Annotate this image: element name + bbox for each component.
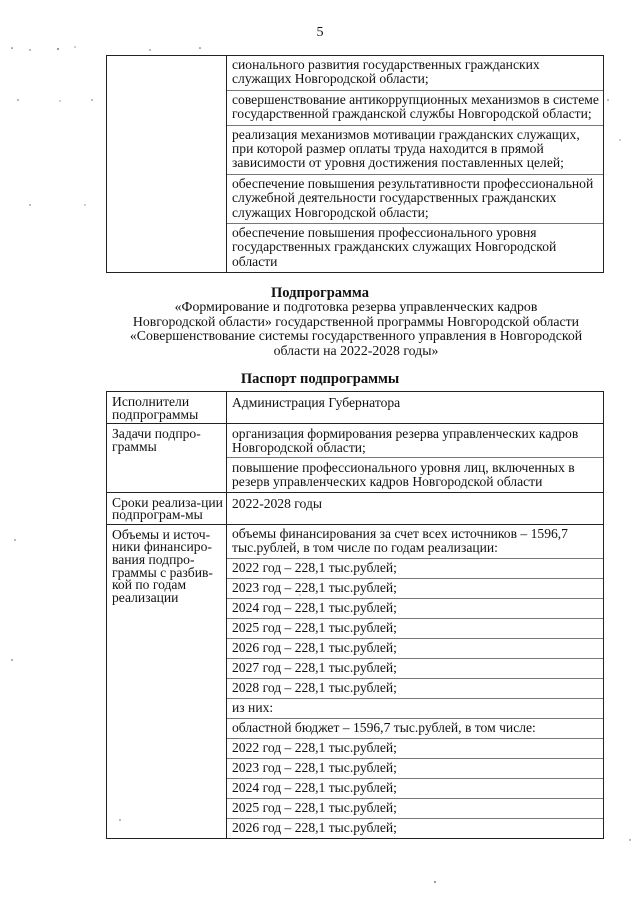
- row-label: Задачи подпро-граммы: [112, 426, 201, 454]
- row-value: организация формирования резерва управленческих кадров Новгородской области;: [227, 424, 603, 458]
- financing-line: 2023 год – 228,1 тыс.рублей;: [227, 759, 603, 779]
- financing-line: 2024 год – 228,1 тыс.рублей;: [227, 599, 603, 619]
- subprogram-heading: Подпрограмма: [271, 285, 369, 301]
- task-item: обеспечение повышения профессионального уровня государственных гражданских служащих Новгородской области: [232, 225, 557, 269]
- financing-line: 2025 год – 228,1 тыс.рублей;: [227, 619, 603, 639]
- subprogram-title-line: «Формирование и подготовка резерва управленческих кадров: [174, 299, 538, 314]
- task-item: совершенствование антикоррупционных механизмов в системе государственной гражданской службы Новгородской области;: [227, 91, 603, 126]
- row-value: 2022-2028 годы: [232, 495, 322, 511]
- passport-row-tasks: [107, 424, 604, 492]
- financing-line: из них:: [227, 699, 603, 719]
- financing-line: 2027 год – 228,1 тыс.рублей;: [227, 659, 603, 679]
- financing-line: 2022 год – 228,1 тыс.рублей;: [227, 739, 603, 759]
- continued-label-cell: [107, 56, 227, 273]
- subprogram-title-line: области на 2022-2028 годы»: [273, 342, 439, 358]
- task-item: обеспечение повышения результативности профессиональной служебной деятельности государственных гражданских служащих Новгородской области;: [227, 175, 603, 224]
- row-label: Исполнители подпрограммы: [112, 394, 199, 422]
- passport-row-terms: [107, 492, 604, 524]
- passport-table: [106, 391, 604, 839]
- subprogram-title-line: Новгородской области» государственной программы Новгородской области: [132, 313, 580, 329]
- financing-line: 2028 год – 228,1 тыс.рублей;: [227, 679, 603, 699]
- subprogram-title-line: «Совершенствование системы государственного управления в Новгородской: [129, 328, 583, 344]
- row-label: Объемы и источ-ники финансиро-вания подпро-граммы с разбив-кой по годам реализации: [112, 526, 213, 605]
- continued-values-cell: [227, 56, 604, 273]
- row-label: Сроки реализа-ции подпрограм-мы: [112, 494, 223, 523]
- row-value: повышение профессионального уровня лиц, включенных в резерв управленческих кадров Новгородской области: [232, 460, 575, 489]
- page-number: 5: [316, 25, 324, 40]
- financing-line: объемы финансирования за счет всех источников – 1596,7 тыс.рублей, в том числе по годам реализации:: [227, 525, 603, 559]
- task-item: сионального развития государственных гражданских служащих Новгородской области;: [227, 56, 603, 91]
- financing-line: 2025 год – 228,1 тыс.рублей;: [227, 799, 603, 819]
- passport-row-financing: [107, 524, 604, 838]
- financing-line: 2026 год – 228,1 тыс.рублей;: [227, 639, 603, 659]
- passport-row-executors: [107, 392, 604, 424]
- task-item: реализация механизмов мотивации гражданских служащих, при которой размер оплаты труда находится в прямой зависимости от уровня достижения поставленных целей;: [227, 126, 603, 175]
- financing-line: областной бюджет – 1596,7 тыс.рублей, в том числе:: [227, 719, 603, 739]
- financing-line: 2024 год – 228,1 тыс.рублей;: [227, 779, 603, 799]
- financing-line: 2023 год – 228,1 тыс.рублей;: [227, 579, 603, 599]
- continued-table: [106, 55, 604, 273]
- subprogram-title: [108, 300, 604, 358]
- row-value: Администрация Губернатора: [232, 395, 401, 410]
- financing-line: 2026 год – 228,1 тыс.рублей;: [232, 819, 397, 835]
- financing-line: 2022 год – 228,1 тыс.рублей;: [227, 559, 603, 579]
- passport-heading: Паспорт подпрограммы: [240, 371, 400, 387]
